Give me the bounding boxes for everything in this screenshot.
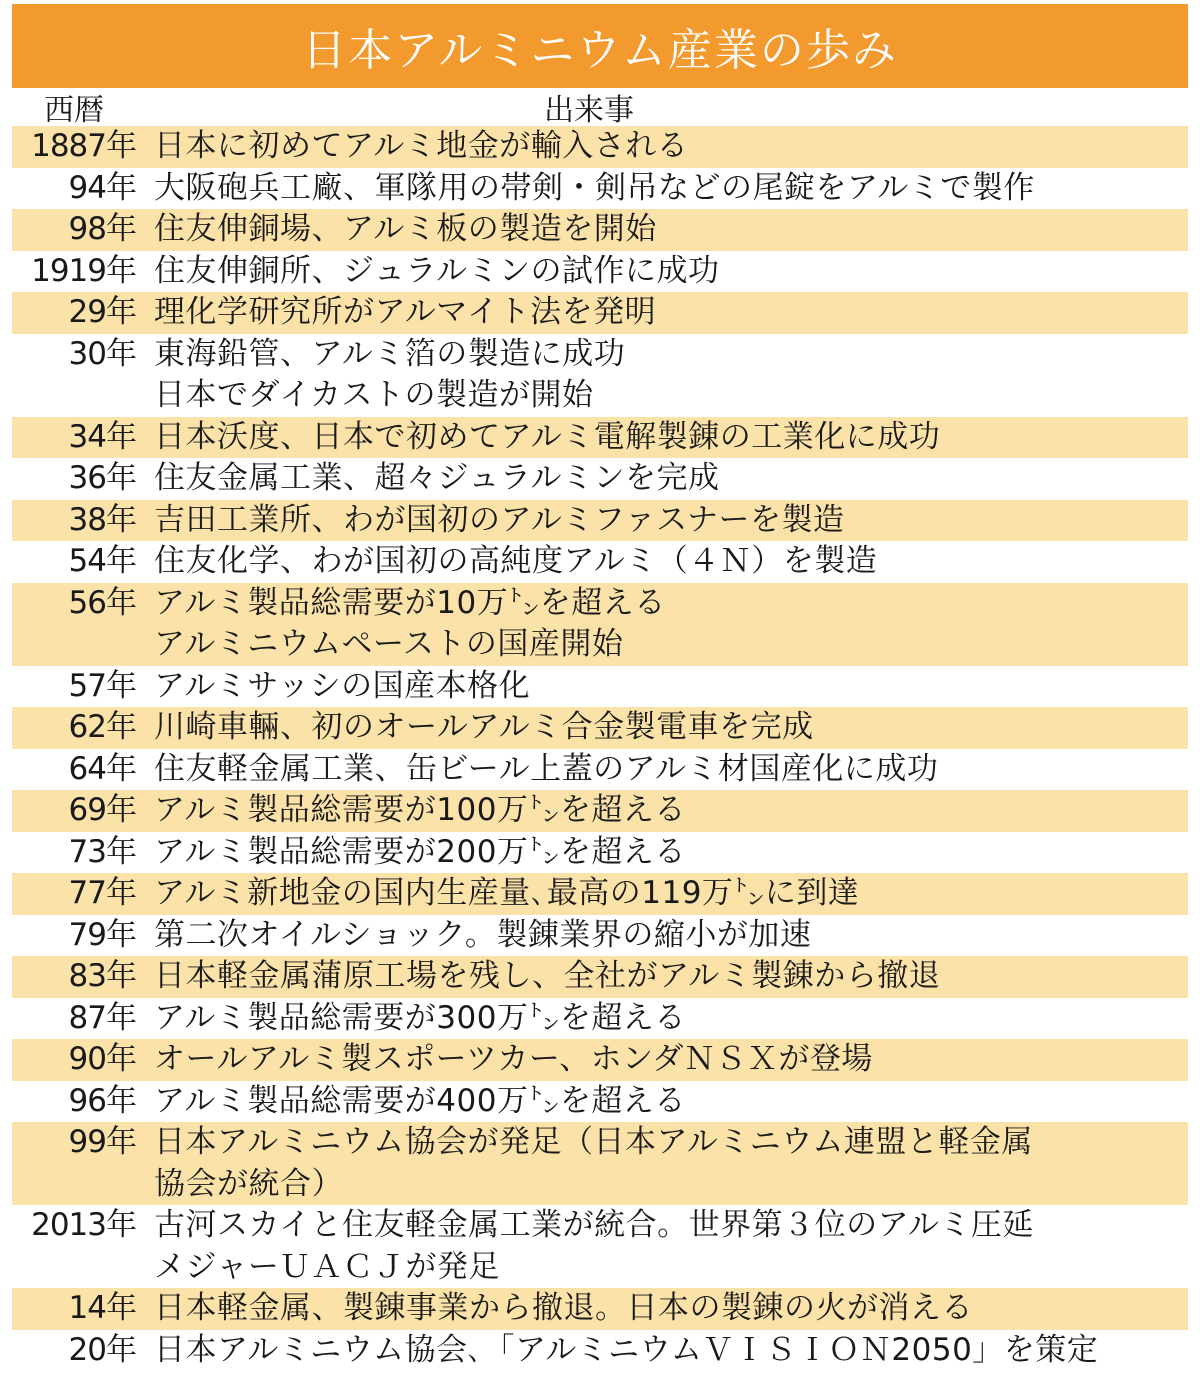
table-row (12, 832, 1188, 874)
title-bar (12, 4, 1188, 88)
year-cell: 14年 (68, 1290, 136, 1326)
event-line: メジャーＵＡＣＪが発足 (154, 1248, 500, 1285)
table-row (12, 251, 1188, 293)
event-cell (140, 209, 1188, 251)
event-line: 日本軽金属、製錬事業から撤退。日本の製錬の火が消える (154, 1290, 973, 1326)
table-row (12, 873, 1188, 915)
event-line: 住友軽金属工業、缶ビール上蓋のアルミ材国産化に成功 (154, 750, 939, 787)
year-cell: 96年 (68, 1082, 136, 1119)
event-cell (140, 126, 1188, 168)
event-column-header: 出来事 (544, 93, 634, 128)
year-cell: 29年 (68, 294, 136, 330)
event-cell (140, 915, 1188, 957)
event-cell (140, 1205, 1188, 1288)
event-cell (140, 1081, 1188, 1123)
year-cell: 87年 (68, 999, 136, 1036)
year-cell: 56年 (68, 584, 136, 621)
table-row (12, 334, 1188, 417)
event-cell (140, 873, 1188, 915)
table-row (12, 500, 1188, 542)
year-cell: 20年 (68, 1331, 136, 1368)
year-cell: 64年 (68, 750, 136, 787)
event-line: 日本沃度、日本で初めてアルミ電解製錬の工業化に成功 (154, 418, 941, 455)
table-row (12, 1039, 1188, 1081)
event-line: アルミ製品総需要が100万㌧を超える (154, 792, 686, 828)
year-cell: 1919年 (31, 252, 136, 289)
event-cell (140, 583, 1188, 666)
event-cell (140, 168, 1188, 210)
year-cell: 36年 (68, 460, 136, 496)
event-line: アルミサッシの国産本格化 (154, 667, 531, 704)
event-line: アルミ製品総需要が10万㌧を超える (154, 584, 666, 621)
event-line: アルミ製品総需要が200万㌧を超える (154, 833, 686, 870)
table-row (12, 790, 1188, 832)
event-cell (140, 707, 1188, 749)
event-cell (140, 749, 1188, 791)
table-row (12, 666, 1188, 708)
event-cell (140, 832, 1188, 874)
year-cell: 90年 (68, 1041, 136, 1077)
event-cell (140, 251, 1188, 293)
event-cell (140, 458, 1188, 500)
event-cell (140, 790, 1188, 832)
event-line: 住友化学、わが国初の高純度アルミ（４Ｎ）を製造 (154, 543, 878, 579)
year-cell: 77年 (68, 875, 136, 911)
event-cell (140, 334, 1188, 417)
event-line: 東海鉛管、アルミ箔の製造に成功 (154, 335, 626, 372)
year-cell: 94年 (68, 169, 136, 206)
table-row (12, 417, 1188, 459)
event-line: 日本に初めてアルミ地金が輸入される (154, 128, 689, 164)
table-row (12, 458, 1188, 500)
year-cell: 2013年 (31, 1207, 136, 1243)
year-cell: 79年 (68, 916, 136, 953)
event-line: 日本でダイカストの製造が開始 (154, 377, 594, 413)
event-line: 住友伸銅場、アルミ板の製造を開始 (154, 211, 657, 247)
year-cell: 69年 (68, 792, 136, 828)
event-line: アルミ新地金の国内生産量､最高の119万㌧に到達 (154, 875, 860, 911)
event-cell (140, 417, 1188, 459)
table-row (12, 583, 1188, 666)
event-cell (140, 666, 1188, 708)
year-cell: 83年 (68, 958, 136, 994)
table-row (12, 915, 1188, 957)
table-row (12, 1205, 1188, 1288)
year-cell: 38年 (68, 501, 136, 538)
history-table-page (0, 4, 1200, 1382)
table-row (12, 707, 1188, 749)
table-row (12, 168, 1188, 210)
event-line: アルミニウムペーストの国産開始 (154, 626, 624, 662)
event-line: 理化学研究所がアルマイト法を発明 (154, 294, 657, 330)
table-row (12, 1122, 1188, 1205)
year-cell: 62年 (68, 709, 136, 745)
event-line: 大阪砲兵工廠、軍隊用の帯剣・剣吊などの尾錠をアルミで製作 (154, 169, 1035, 206)
event-line: 住友金属工業、超々ジュラルミンを完成 (154, 460, 720, 496)
event-cell (140, 1122, 1188, 1205)
event-cell (140, 500, 1188, 542)
event-line: 日本アルミニウム協会､「アルミニウムＶＩＳＩＯＮ2050」を策定 (154, 1331, 1099, 1368)
table-row (12, 749, 1188, 791)
table-row (12, 956, 1188, 998)
table-row (12, 126, 1188, 168)
table-row (12, 1288, 1188, 1330)
event-cell (140, 998, 1188, 1040)
event-cell (140, 1039, 1188, 1081)
year-cell: 1887年 (31, 128, 136, 164)
event-line: 日本軽金属蒲原工場を残し、全社がアルミ製錬から撤退 (154, 958, 941, 994)
event-cell (140, 1330, 1188, 1372)
event-line: オールアルミ製スポーツカー、ホンダＮＳＸが登場 (154, 1041, 873, 1077)
table-row (12, 998, 1188, 1040)
year-cell: 57年 (68, 667, 136, 704)
table-row (12, 1330, 1188, 1372)
event-line: 住友伸銅所、ジュラルミンの試作に成功 (154, 252, 720, 289)
event-line: 川崎車輛、初のオールアルミ合金製電車を完成 (154, 709, 814, 745)
table-header (12, 88, 1188, 126)
event-cell (140, 541, 1188, 583)
year-column-header: 西暦 (44, 93, 104, 128)
year-cell: 73年 (68, 833, 136, 870)
table-row (12, 1081, 1188, 1123)
event-line: アルミ製品総需要が300万㌧を超える (154, 999, 686, 1036)
event-line: 第二次オイルショック。製錬業界の縮小が加速 (154, 916, 812, 953)
timeline-rows (12, 126, 1188, 1371)
year-cell: 30年 (68, 335, 136, 372)
year-cell: 99年 (68, 1124, 136, 1160)
table-row (12, 209, 1188, 251)
event-line: アルミ製品総需要が400万㌧を超える (154, 1082, 686, 1119)
page-title: 日本アルミニウム産業の歩み (302, 25, 898, 76)
year-cell: 98年 (68, 211, 136, 247)
event-line: 吉田工業所、わが国初のアルミファスナーを製造 (154, 501, 845, 538)
year-cell: 34年 (68, 418, 136, 455)
event-cell (140, 1288, 1188, 1330)
event-cell (140, 956, 1188, 998)
event-line: 日本アルミニウム協会が発足（日本アルミニウム連盟と軽金属 (154, 1124, 1033, 1160)
event-line: 協会が統合） (154, 1165, 343, 1202)
table-row (12, 292, 1188, 334)
year-cell: 54年 (68, 543, 136, 579)
event-cell (140, 292, 1188, 334)
event-line: 古河スカイと住友軽金属工業が統合。世界第３位のアルミ圧延 (154, 1207, 1034, 1243)
table-row (12, 541, 1188, 583)
